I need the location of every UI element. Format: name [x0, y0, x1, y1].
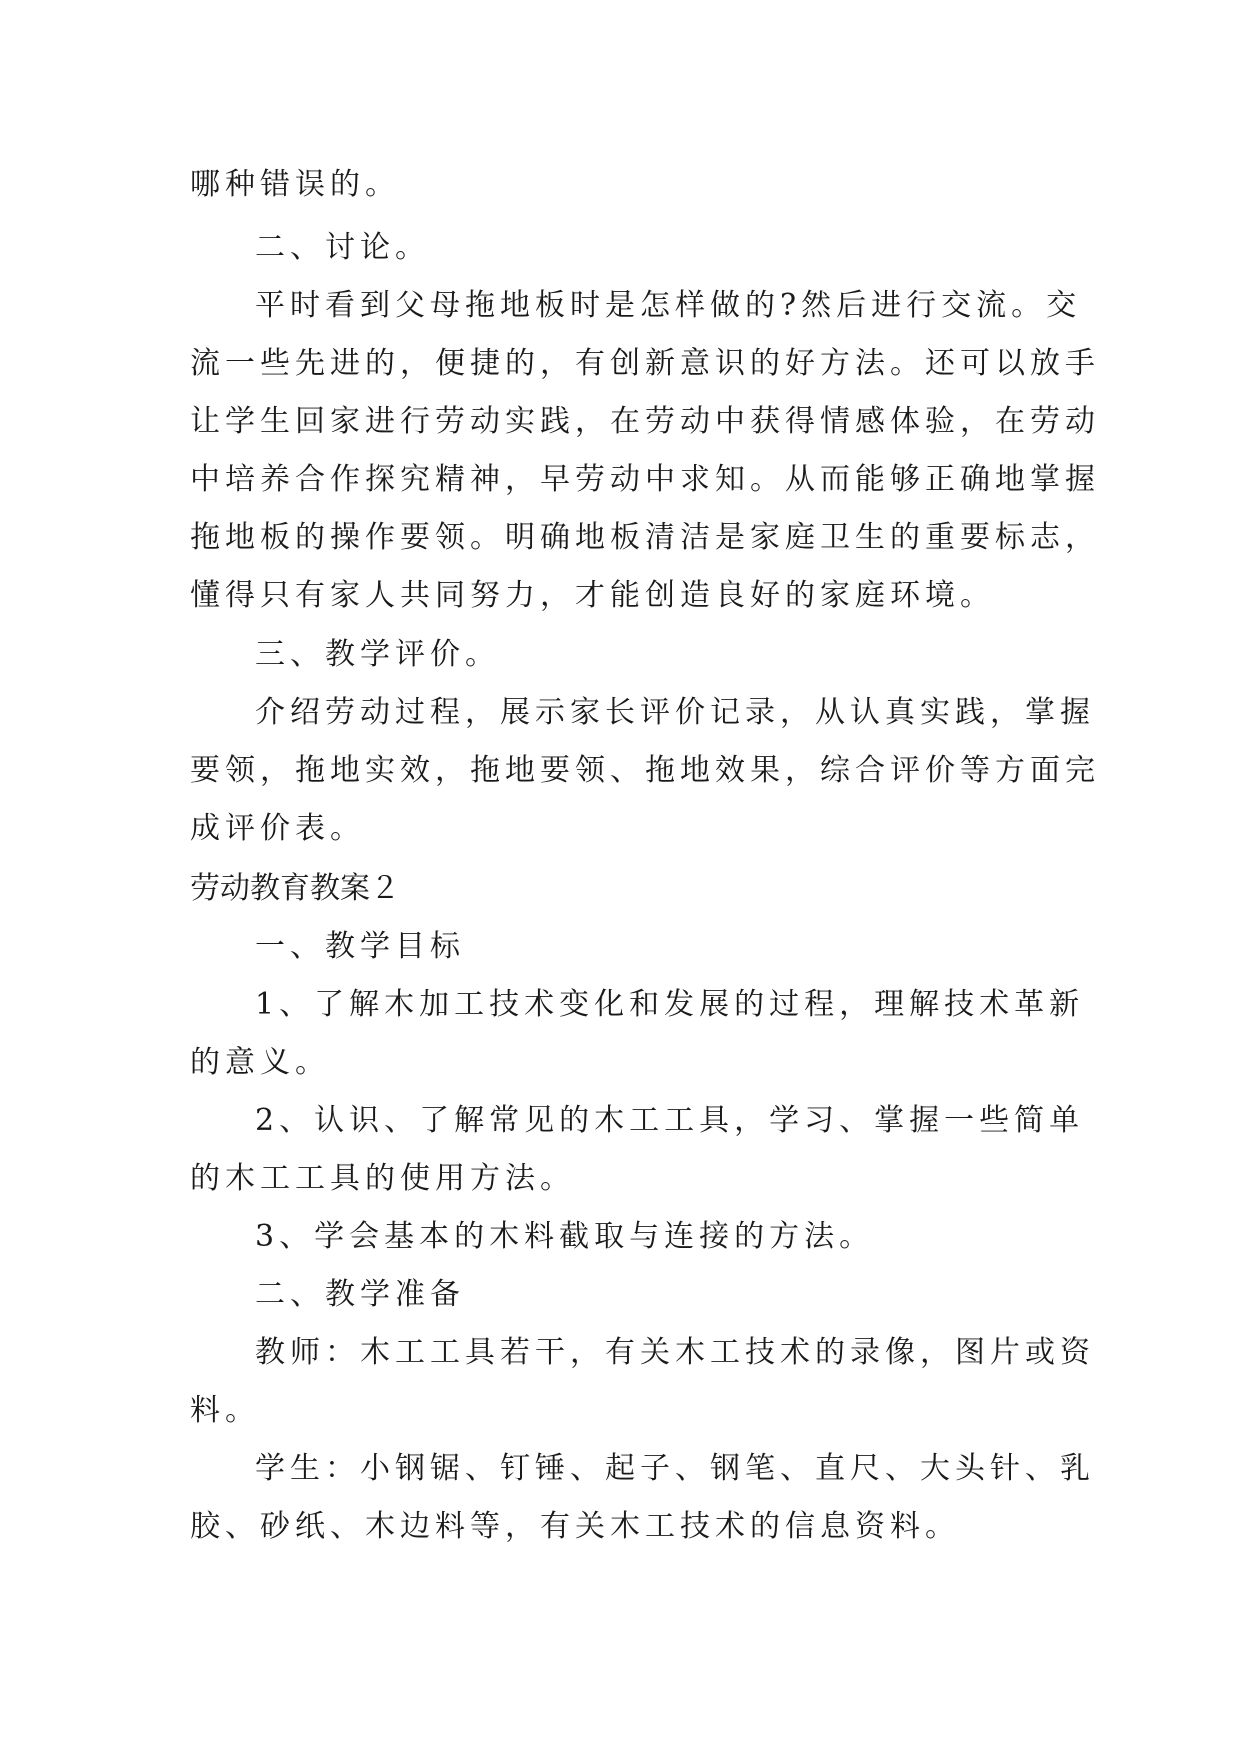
text-line: 学生：小钢锯、钉锤、起子、钢笔、直尺、大头针、乳 [255, 1451, 1095, 1486]
text-line: 3、学会基本的木料截取与连接的方法。 [255, 1219, 875, 1254]
text-line: 2、认识、了解常见的木工工具，学习、掌握一些简单 [255, 1103, 1085, 1138]
text-line: 胶、砂纸、木边料等，有关木工技术的信息资料。 [190, 1509, 960, 1544]
text-line: 平时看到父母拖地板时是怎样做的?然后进行交流。交 [255, 288, 1082, 323]
section-heading: 二、教学准备 [255, 1277, 465, 1312]
text-line: 哪种错误的。 [190, 167, 400, 202]
text-line: 的意义。 [190, 1045, 330, 1080]
text-line: 教师：木工工具若干，有关木工技术的录像，图片或资 [255, 1335, 1095, 1370]
text-line: 料。 [190, 1393, 260, 1428]
text-line: 懂得只有家人共同努力，才能创造良好的家庭环境。 [190, 578, 995, 613]
text-line: 让学生回家进行劳动实践，在劳动中获得情感体验，在劳动 [190, 404, 1100, 439]
section-heading: 一、教学目标 [255, 929, 465, 964]
text-line: 流一些先进的，便捷的，有创新意识的好方法。还可以放手 [190, 346, 1100, 381]
section-heading: 二、讨论。 [255, 230, 430, 265]
text-line: 的木工工具的使用方法。 [190, 1161, 575, 1196]
text-line: 成评价表。 [190, 811, 365, 846]
text-line: 中培养合作探究精神，早劳动中求知。从而能够正确地掌握 [190, 462, 1100, 497]
text-line: 1、了解木加工技术变化和发展的过程，理解技术革新 [255, 987, 1085, 1022]
document-title: 劳动教育教案２ [190, 871, 400, 906]
text-line: 介绍劳动过程，展示家长评价记录，从认真实践，掌握 [255, 695, 1095, 730]
text-line: 拖地板的操作要领。明确地板清洁是家庭卫生的重要标志， [190, 520, 1100, 555]
text-line: 要领，拖地实效，拖地要领、拖地效果，综合评价等方面完 [190, 753, 1100, 788]
section-heading: 三、教学评价。 [255, 637, 500, 672]
